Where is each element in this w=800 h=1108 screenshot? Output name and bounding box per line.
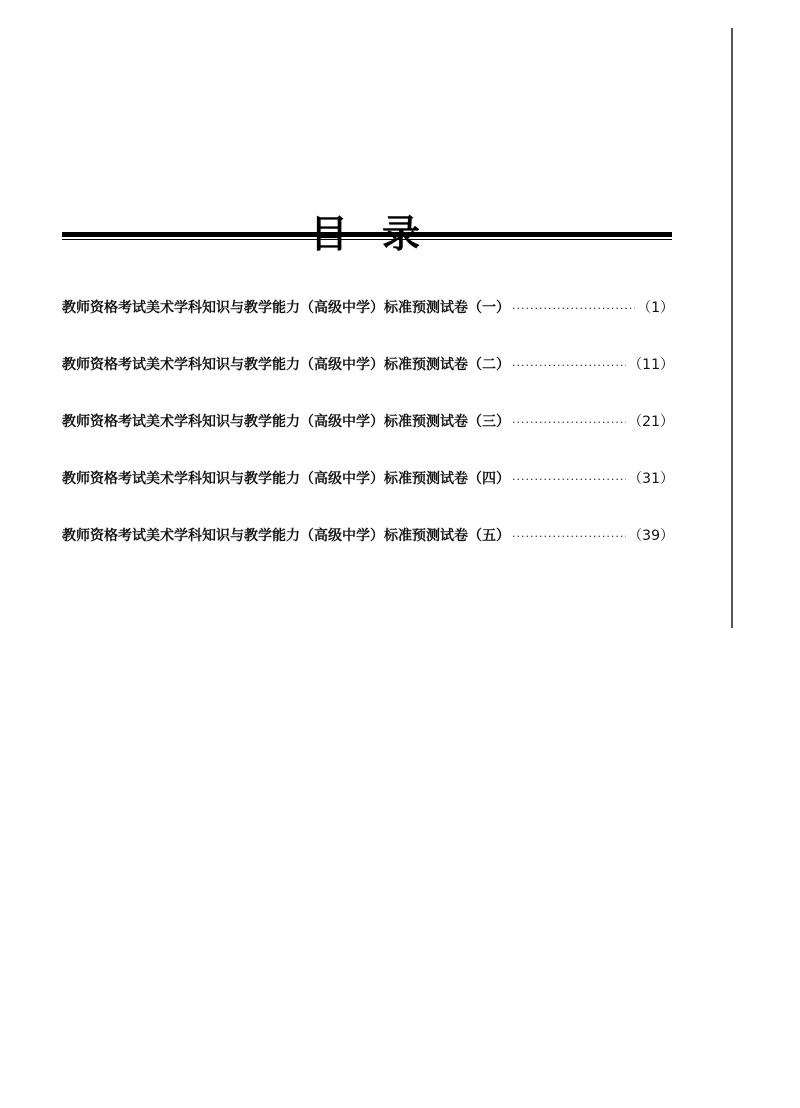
dot-leader xyxy=(512,473,626,486)
dot-leader xyxy=(512,302,635,315)
toc-entry-title: 教师资格考试美术学科知识与教学能力（高级中学）标准预测试卷（一） xyxy=(62,300,510,316)
dot-leader xyxy=(512,530,626,543)
toc-entry-title: 教师资格考试美术学科知识与教学能力（高级中学）标准预测试卷（五） xyxy=(62,528,510,544)
dot-leader xyxy=(512,359,626,372)
toc-entry[interactable] xyxy=(62,468,674,525)
toc-entry[interactable] xyxy=(62,297,674,354)
title-rule-thin xyxy=(62,239,672,240)
toc-entry-title: 教师资格考试美术学科知识与教学能力（高级中学）标准预测试卷（三） xyxy=(62,414,510,430)
toc-page-number: （11） xyxy=(628,357,674,373)
table-of-contents xyxy=(62,297,674,582)
toc-page-number: （21） xyxy=(628,414,674,430)
page-edge-line xyxy=(731,28,733,628)
toc-page-number: （1） xyxy=(637,300,674,316)
toc-entry[interactable] xyxy=(62,354,674,411)
toc-entry-title: 教师资格考试美术学科知识与教学能力（高级中学）标准预测试卷（二） xyxy=(62,357,510,373)
toc-page-number: （39） xyxy=(628,528,674,544)
toc-entry[interactable] xyxy=(62,411,674,468)
toc-page-number: （31） xyxy=(628,471,674,487)
toc-entry-title: 教师资格考试美术学科知识与教学能力（高级中学）标准预测试卷（四） xyxy=(62,471,510,487)
page-title xyxy=(0,203,730,258)
toc-entry[interactable] xyxy=(62,525,674,582)
dot-leader xyxy=(512,416,626,429)
title-rule-thick xyxy=(62,232,672,237)
